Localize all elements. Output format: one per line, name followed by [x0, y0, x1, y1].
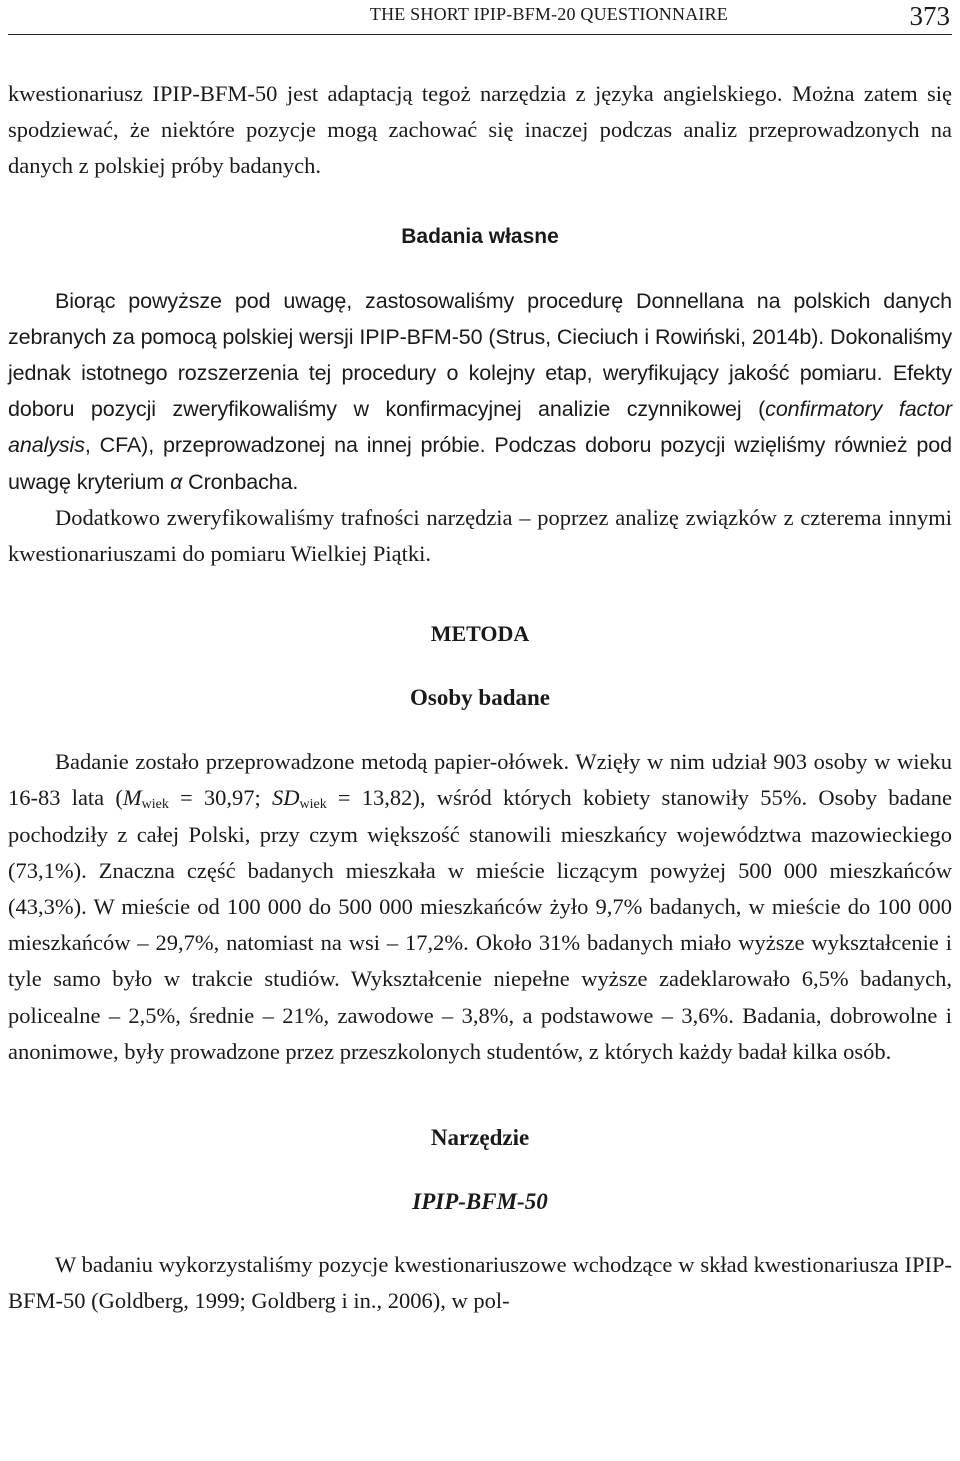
paragraph-badania-1 [8, 283, 952, 500]
running-head [8, 0, 952, 35]
intro-paragraph: kwestionariusz IPIP-BFM-50 jest adaptacją tegoż narzędzia z języka angielskiego. Można zatem się spodziewać, że niektóre pozycje mogą zachować się inaczej podczas analiz przeprowadzonych na danych z polskiej próby badanych. [8, 81, 952, 179]
paragraph-text: Cronbacha. [182, 469, 299, 494]
paragraph-osoby-badane [8, 744, 952, 1070]
sd-symbol: SD [272, 785, 300, 811]
subscript-wiek: wiek [299, 797, 327, 813]
paragraph-text: Biorąc powyższe pod uwagę, zastosowaliśmy procedurę Donnellana na polskich danych zebranych za pomocą polskiej wersji IPIP-BFM-50 (Strus, Cieciuch i Rowiński, 2014b). Dokonaliśmy jednak istotnego rozszerzenia tej procedury o kolejny etap, weryfikujący jakość pomiaru. Efekty doboru pozycji zweryfikowaliśmy w konfirmacyjnej analizie czynnikowej ( [8, 288, 952, 422]
paragraph-badania-2: Dodatkowo zweryfikowaliśmy trafności narzędzia – poprzez analizę związków z czterema innymi kwestionariuszami do pomiaru Wielkiej Piątki. [8, 504, 952, 567]
heading-osoby-badane: Osoby badane [410, 685, 550, 711]
subscript-wiek: wiek [141, 797, 169, 813]
page-body [8, 76, 952, 1319]
paragraph-narzedzie: W badaniu wykorzystaliśmy pozycje kwestionariuszowe wchodzące w skład kwestionariusza IPIP-BFM-50 (Goldberg, 1999; Goldberg i in., 2006), w pol- [8, 1252, 952, 1314]
paragraph-text: = 13,82), wśród których kobiety stanowiły 55%. Osoby badane pochodziły z całej Polski, przy czym większość stanowili mieszkańcy województwa mazowieckiego (73,1%). Znaczna część badanych mieszkała w mieście liczącym powyżej 500 000 mieszkańców (43,3%). W mieście od 100 000 do 500 000 mieszkańców żyło 9,7% badanych, w mieście do 100 000 mieszkańców – 29,7%, natomiast na wsi – 17,2%. Około 31% badanych miało wyższe wykształcenie i tyle samo było w trakcie studiów. Wykształcenie niepełne wyższe zadeklarowało 6,5% badanych, policealne – 2,5%, średnie – 21%, zawodowe – 3,8%, a podstawowe – 3,6%. Badania, dobrowolne i anonimowe, były prowadzone przez przeszkolonych studentów, z których każdy badał kilka osób. [8, 785, 952, 1064]
heading-badania-wlasne: Badania własne [401, 224, 559, 248]
paragraph-text: = 30,97; [168, 785, 272, 811]
heading-narzedzie: Narzędzie [430, 1125, 530, 1151]
paragraph-text: Badanie zostało przeprowadzone metodą papier-ołówek. Wzięły w nim udział 903 osoby w wieku 16-83 lata ( [8, 749, 952, 811]
page-number: 373 [909, 1, 950, 31]
heading-metoda: METODA [430, 621, 530, 647]
italic-term: confirmatory factor analysis [8, 397, 952, 458]
m-symbol: M [122, 785, 142, 811]
paragraph-text: , CFA), przeprowadzonej na innej próbie. Podczas doboru pozycji wzięliśmy również pod uwagę kryterium [8, 433, 952, 494]
alpha-symbol: α [170, 469, 183, 494]
running-title: THE SHORT IPIP-BFM-20 QUESTIONNAIRE [369, 4, 728, 24]
subheading-ipip-bfm-50: IPIP-BFM-50 [412, 1189, 548, 1215]
